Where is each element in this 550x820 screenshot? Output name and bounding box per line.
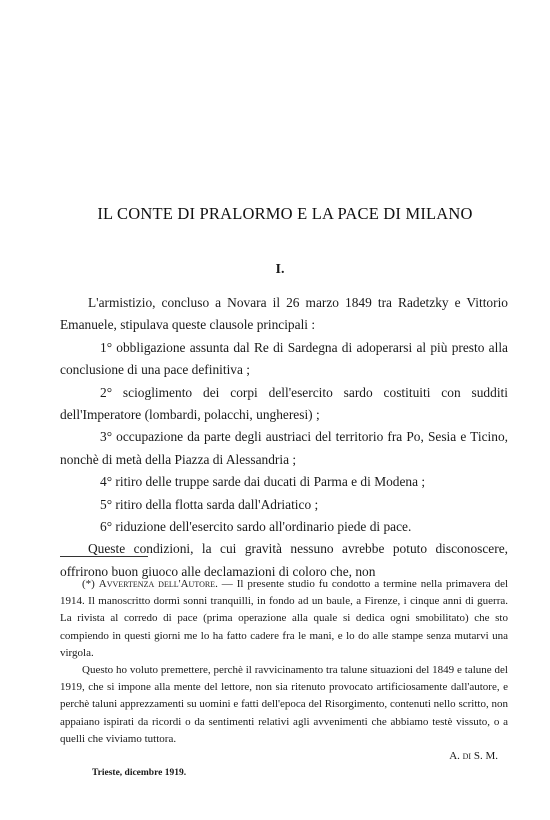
footnote-marker: (*) <box>82 578 95 590</box>
clause-5: 5° ritiro della flotta sarda dall'Adriatico ; <box>100 496 319 512</box>
author-signature: A. di S. M. <box>449 750 498 763</box>
article-body <box>60 292 508 583</box>
footnote <box>60 576 508 765</box>
place-date: Trieste, dicembre 1919. <box>92 768 187 778</box>
footnote-paragraph-1 <box>60 576 508 662</box>
footnote-heading: Avvertenza dell'Autore. <box>98 578 218 590</box>
clause-2: 2° scioglimento dei corpi dell'esercito sardo costituiti con sudditi dell'Imperatore (lombardi, polacchi, ungheresi) ; <box>60 384 508 423</box>
footnote-text-1: — Il presente studio fu condotto a termine nella primavera del 1914. Il manoscritto dormì sonni tranquilli, in fondo ad un baule, a Firenze, i cinque anni di guerra. La rivista al corredo di pace (prima operazione alla quale si dedica ogni smobilitato) che sto compiendo in questi giorni me lo ha fatto cadere fra le mani, e lo do alle stampe senza mutarvi una virgola. <box>60 578 509 659</box>
footnote-divider <box>60 556 148 557</box>
article-title: IL CONTE DI PRALORMO E LA PACE DI MILANO <box>97 204 473 223</box>
section-number: I. <box>275 262 285 277</box>
footnote-paragraph-2: Questo ho voluto premettere, perchè il ravvicinamento tra talune situazioni del 1849 e talune del 1919, che si impone alla mente del lettore, non sia ritenuto provocato artificiosamente dall'autore, e perchè taluni apprezzamenti su uomini e fatti dell'epoca del Risorgimento, contenuti nello scritto, non appaiano ispirati da ricordi o da sentimenti relativi agli avvenimenti che abbiamo testè vissuto, o a quelli che viviamo tuttora. <box>60 664 508 745</box>
signature-row <box>60 748 508 765</box>
clause-6: 6° riduzione dell'esercito sardo all'ordinario piede di pace. <box>100 519 412 535</box>
clause-1: 1° obbligazione assunta dal Re di Sardegna di adoperarsi al più presto alla conclusione di una pace definitiva ; <box>60 339 508 378</box>
clause-4: 4° ritiro delle truppe sarde dai ducati di Parma e di Modena ; <box>100 474 426 490</box>
clause-3: 3° occupazione da parte degli austriaci del territorio fra Po, Sesia e Ticino, nonchè di metà della Piazza di Alessandria ; <box>60 429 508 467</box>
closing-paragraph: Queste condizioni, la cui gravità nessuno avrebbe potuto disconoscere, offrirono buon giuoco alle declamazioni di coloro che, non <box>60 541 508 579</box>
intro-paragraph: L'armistizio, concluso a Novara il 26 marzo 1849 tra Radetzky e Vittorio Emanuele, stipulava queste clausole principali : <box>60 295 508 333</box>
